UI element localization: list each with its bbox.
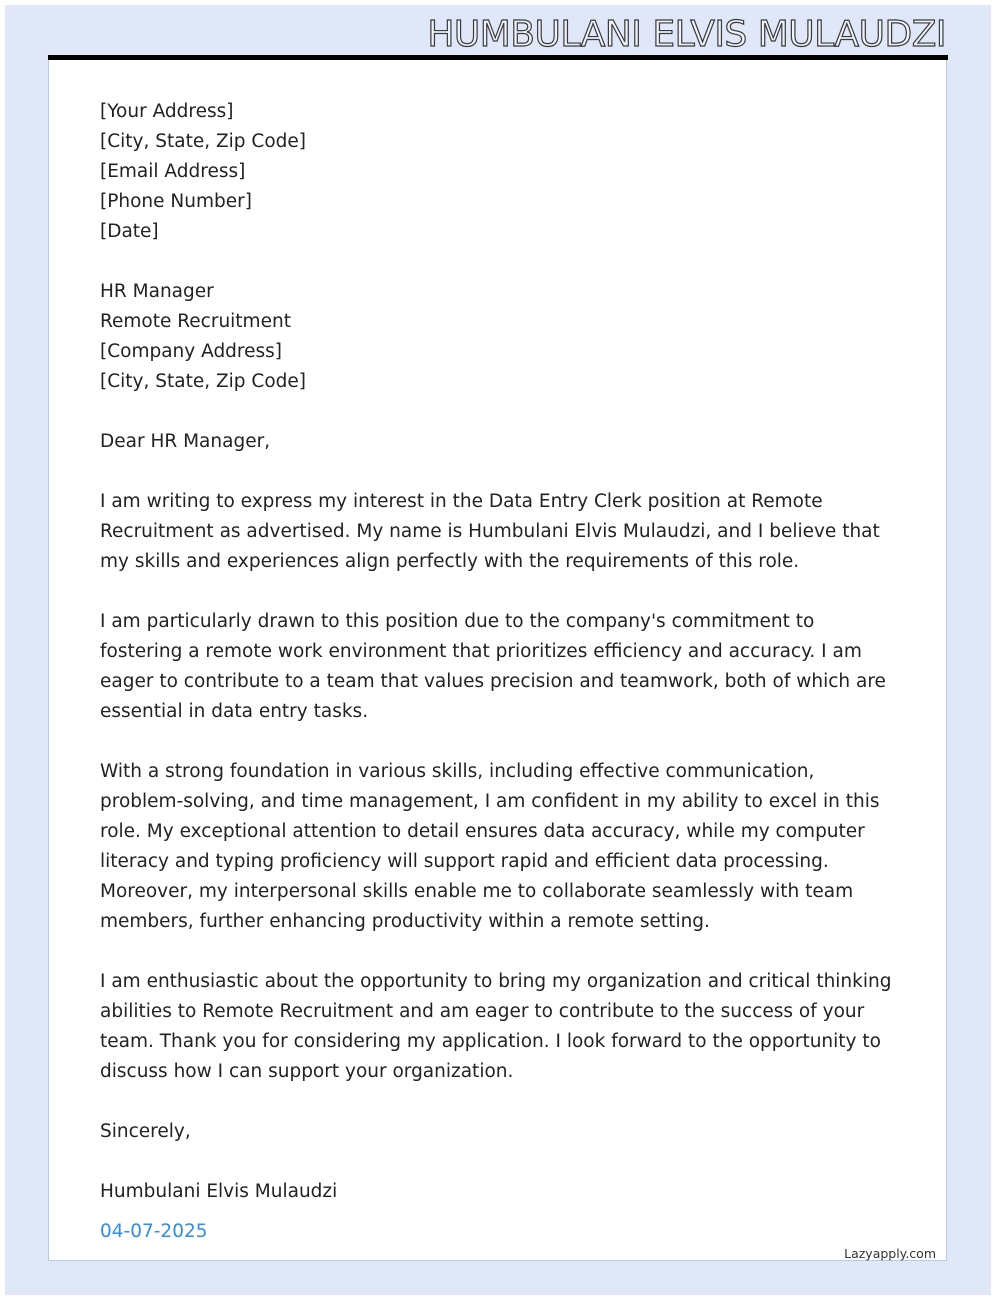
closing: Sincerely, xyxy=(100,1121,191,1142)
sender-phone: [Phone Number] xyxy=(100,191,252,212)
sender-date: [Date] xyxy=(100,221,159,242)
sender-block xyxy=(100,97,900,247)
recipient-title: HR Manager xyxy=(100,281,214,302)
body-paragraph-4: I am enthusiastic about the opportunity to bring my organization and critical thinking abilities to Remote Recruitment and am eager to contribute to the success of your team. Thank you for considering my application. I look forward to the opportunity to discuss how I can support your organization. xyxy=(100,971,892,1082)
recipient-address: [Company Address] xyxy=(100,341,283,362)
cover-letter xyxy=(100,97,900,1247)
sender-email: [Email Address] xyxy=(100,161,246,182)
body-paragraph-1: I am writing to express my interest in the Data Entry Clerk position at Remote Recruitment as advertised. My name is Humbulani Elvis Mulaudzi, and I believe that my skills and experiences align perfectly with the requirements of this role. xyxy=(100,491,880,572)
body-paragraph-3: With a strong foundation in various skills, including effective communication, problem-solving, and time management, I am confident in my ability to excel in this role. My exceptional attention to detail ensures data accuracy, while my computer literacy and typing proficiency will support rapid and efficient data processing. Moreover, my interpersonal skills enable me to collaborate seamlessly with team members, further enhancing productivity within a remote setting. xyxy=(100,761,880,932)
date-stamp: 04-07-2025 xyxy=(100,1221,208,1242)
watermark: Lazyapply.com xyxy=(844,1246,936,1261)
recipient-city-state-zip: [City, State, Zip Code] xyxy=(100,371,306,392)
salutation: Dear HR Manager, xyxy=(100,431,271,452)
recipient-company: Remote Recruitment xyxy=(100,311,291,332)
applicant-name-header: HUMBULANI ELVIS MULAUDZI xyxy=(427,14,946,55)
body-paragraph-2: I am particularly drawn to this position due to the company's commitment to fostering a remote work environment that prioritizes efficiency and accuracy. I am eager to contribute to a team that values precision and teamwork, both of which are essential in data entry tasks. xyxy=(100,611,886,722)
signature: Humbulani Elvis Mulaudzi xyxy=(100,1181,338,1202)
recipient-block xyxy=(100,277,900,397)
sender-address: [Your Address] xyxy=(100,101,234,122)
sender-city-state-zip: [City, State, Zip Code] xyxy=(100,131,306,152)
